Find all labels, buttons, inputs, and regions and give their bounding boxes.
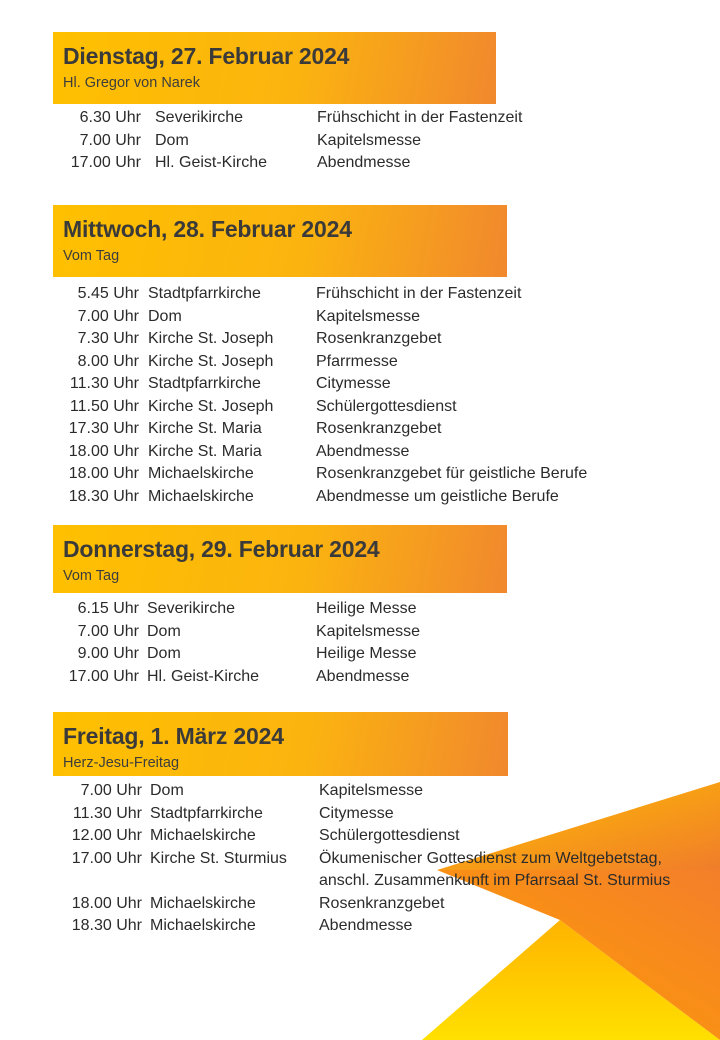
time: 18.00 Uhr [68,465,139,482]
event: Kapitelsmesse [319,782,424,799]
time: 17.00 Uhr [68,667,139,685]
event: Schülergottesdienst [316,397,457,415]
place: Stadtpfarrkirche [150,804,263,822]
event: Rosenkranzgebet [316,330,442,347]
place: Dom [147,622,181,640]
time: 17.00 Uhr [70,154,141,171]
time: 6.30 Uhr [79,109,141,126]
day-section [53,205,588,508]
place: Dom [150,782,184,799]
place: Dom [148,307,182,325]
time: 11.30 Uhr [72,804,142,822]
schedule-row [53,418,507,441]
event-line-2: anschl. Zusammenkunft im Pfarrsaal St. Sturmius [319,872,671,889]
event: Rosenkranzgebet [316,420,442,437]
day-title: Freitag, 1. März 2024 [63,723,284,749]
schedule-row [53,306,507,329]
day-subtitle: Herz-Jesu-Freitag [63,755,180,771]
time: 18.30 Uhr [68,487,139,505]
time: 12.00 Uhr [71,827,142,844]
place: Kirche St. Joseph [148,397,274,415]
schedule-row [53,893,508,916]
event: Abendmesse [316,442,410,460]
schedule-row [53,152,496,175]
event: Citymesse [319,804,394,822]
schedule-list [53,107,523,175]
day-title: Mittwoch, 28. Februar 2024 [63,216,352,242]
event: Abendmesse [317,154,411,171]
day-subtitle: Vom Tag [63,568,120,584]
event: Rosenkranzgebet [319,894,445,912]
schedule-list [53,780,671,938]
place: Michaelskirche [148,465,254,482]
event: Frühschicht in der Fastenzeit [317,109,523,126]
event: Abendmesse [319,917,413,934]
event: Ökumenischer Gottesdienst zum Weltgebetstag, [319,849,662,867]
place: Kirche St. Maria [148,420,262,437]
place: Hl. Geist-Kirche [147,667,260,685]
schedule-row [53,803,508,826]
schedule-row [53,848,671,893]
time: 18.00 Uhr [71,894,142,912]
schedule-row [53,396,507,419]
time: 8.00 Uhr [77,352,139,370]
time: 18.30 Uhr [71,917,142,934]
day-section [53,525,507,688]
event: Kapitelsmesse [316,622,421,640]
time: 7.30 Uhr [77,330,139,347]
schedule-list [53,598,507,688]
event: Abendmesse [316,667,410,685]
schedule-row [53,373,507,396]
place: Dom [147,645,181,662]
place: Severikirche [155,109,244,126]
time: 5.45 Uhr [77,285,139,302]
time: 17.30 Uhr [68,420,139,437]
place: Stadtpfarrkirche [148,285,261,302]
day-section [53,712,671,938]
event: Abendmesse um geistliche Berufe [316,487,559,505]
place: Kirche St. Sturmius [150,849,287,867]
place: Kirche St. Joseph [148,352,274,370]
day-header [53,32,496,104]
time: 18.00 Uhr [68,442,139,460]
schedule-row [53,130,496,153]
event: Citymesse [316,375,391,392]
place: Michaelskirche [148,487,254,505]
event: Kapitelsmesse [316,307,421,325]
schedule-row [53,915,508,938]
schedule-row [53,107,523,130]
event: Frühschicht in der Fastenzeit [316,285,522,302]
place: Dom [155,131,189,149]
place: Hl. Geist-Kirche [155,154,268,171]
event: Heilige Messe [316,645,417,662]
schedule-row [53,486,559,509]
event: Schülergottesdienst [319,827,460,844]
day-subtitle: Hl. Gregor von Narek [63,75,200,91]
event: Heilige Messe [316,600,417,617]
schedule-row [53,621,507,644]
place: Kirche St. Maria [148,442,262,460]
day-header [53,205,507,277]
event: Kapitelsmesse [317,131,422,149]
place: Michaelskirche [150,917,256,934]
event: Pfarrmesse [316,352,398,370]
time: 17.00 Uhr [71,849,142,867]
time: 11.30 Uhr [69,375,139,392]
time: 7.00 Uhr [77,622,139,640]
day-header [53,712,508,776]
day-section [53,32,523,175]
time: 11.50 Uhr [69,397,139,415]
schedule-row [53,441,507,464]
schedule-row [53,463,588,486]
event: Rosenkranzgebet für geistliche Berufe [316,465,588,482]
place: Stadtpfarrkirche [148,375,261,392]
schedule-row [53,598,507,621]
schedule-row [53,351,507,374]
time: 7.00 Uhr [79,131,141,149]
place: Severikirche [147,600,236,617]
day-title: Donnerstag, 29. Februar 2024 [63,536,380,562]
day-title: Dienstag, 27. Februar 2024 [63,43,350,69]
schedule-row [53,780,508,803]
day-subtitle: Vom Tag [63,248,120,264]
time: 7.00 Uhr [77,307,139,325]
schedule-row [53,328,507,351]
day-header [53,525,507,593]
schedule-row [53,825,508,848]
place: Kirche St. Joseph [148,330,274,347]
place: Michaelskirche [150,827,256,844]
time: 6.15 Uhr [77,600,139,617]
schedule-row [53,283,522,306]
schedule-row [53,666,507,689]
place: Michaelskirche [150,894,256,912]
schedule-list [53,283,588,508]
time: 9.00 Uhr [77,645,139,662]
schedule-row [53,643,507,666]
time: 7.00 Uhr [80,782,142,799]
